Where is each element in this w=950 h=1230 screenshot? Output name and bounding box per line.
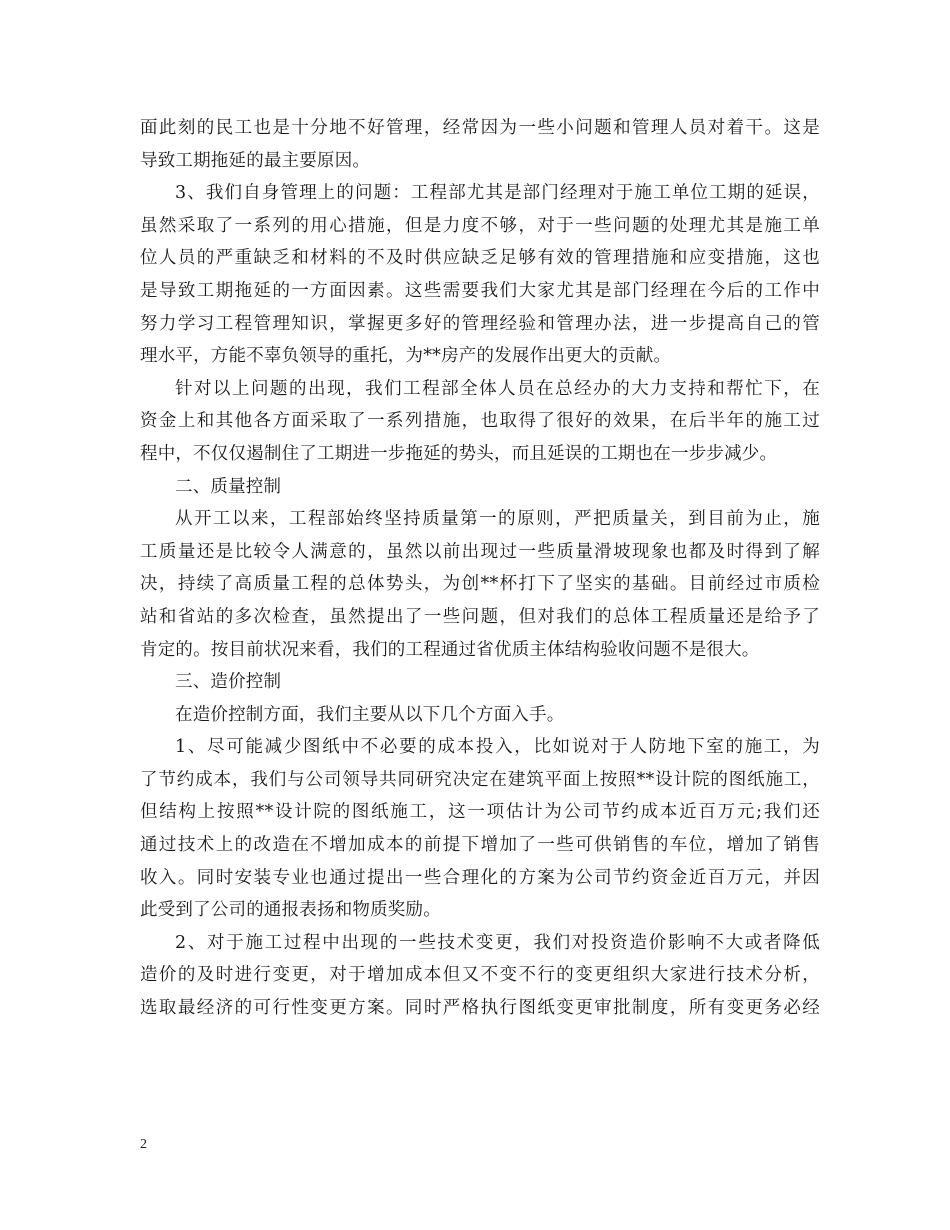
text-line: 1、尽可能减少图纸中不必要的成本投入，比如说对于人防地下室的施工，为 [175,737,820,758]
text-line: 是导致工期拖延的一方面因素。这些需要我们大家尤其是部门经理在今后的工作中 [140,280,820,301]
section-heading: 二、质量控制 [175,476,282,497]
text-line: 虽然采取了一系列的用心措施，但是力度不够，对于一些问题的处理尤其是施工单 [140,215,820,236]
text-line: 导致工期拖延的最主要原因。 [140,150,371,171]
text-line: 站和省站的多次检查，虽然提出了一些问题，但对我们的总体工程质量还是给予了 [140,606,820,627]
text-line: 肯定的。按目前状况来看，我们的工程通过省优质主体结构验收问题不是很大。 [140,639,760,660]
text-line: 此受到了公司的通报表扬和物质奖励。 [140,900,441,921]
text-line: 资金上和其他各方面采取了一系列措施，也取得了很好的效果，在后半年的施工过 [140,411,820,432]
text-line: 从开工以来，工程部始终坚持质量第一的原则，严把质量关，到目前为止，施 [175,509,820,530]
section-heading: 三、造价控制 [175,672,282,693]
text-line: 选取最经济的可行性变更方案。同时严格执行图纸变更审批制度，所有变更务必经 [140,998,820,1019]
text-line: 了节约成本，我们与公司领导共同研究决定在建筑平面上按照**设计院的图纸施工， [140,769,820,790]
text-line: 努力学习工程管理知识，掌握更多好的管理经验和管理办法，进一步提高自己的管 [140,313,820,334]
text-line: 但结构上按照**设计院的图纸施工，这一项估计为公司节约成本近百万元;我们还 [140,802,820,823]
text-line: 面此刻的民工也是十分地不好管理，经常因为一些小问题和管理人员对着干。这是 [140,118,820,138]
page-number: 2 [140,1137,147,1152]
text-line: 工质量还是比较令人满意的，虽然以前出现过一些质量滑坡现象也都及时得到了解 [140,541,820,562]
text-line: 针对以上问题的出现，我们工程部全体人员在总经办的大力支持和帮忙下，在 [175,378,820,399]
text-line: 2、对于施工过程中出现的一些技术变更，我们对投资造价影响不大或者降低 [175,932,820,953]
text-line: 收入。同时安装专业也通过提出一些合理化的方案为公司节约资金近百万元，并因 [140,867,820,888]
body-text [140,112,820,1025]
text-line: 通过技术上的改造在不增加成本的前提下增加了一些可供销售的车位，增加了销售 [140,835,820,856]
text-line: 3、我们自身管理上的问题：工程部尤其是部门经理对于施工单位工期的延误， [175,183,820,204]
text-line: 决，持续了高质量工程的总体势头，为创**杯打下了坚实的基础。目前经过市质检 [140,574,820,595]
text-line: 造价的及时进行变更，对于增加成本但又不变不行的变更组织大家进行技术分析， [140,965,820,986]
text-line: 理水平，方能不辜负领导的重托，为**房产的发展作出更大的贡献。 [140,346,672,367]
text-line: 位人员的严重缺乏和材料的不及时供应缺乏足够有效的管理措施和应变措施，这也 [140,248,820,269]
text-line: 程中，不仅仅遏制住了工期进一步拖延的势头，而且延误的工期也在一步步减少。 [140,443,778,464]
text-line: 在造价控制方面，我们主要从以下几个方面入手。 [175,704,565,725]
